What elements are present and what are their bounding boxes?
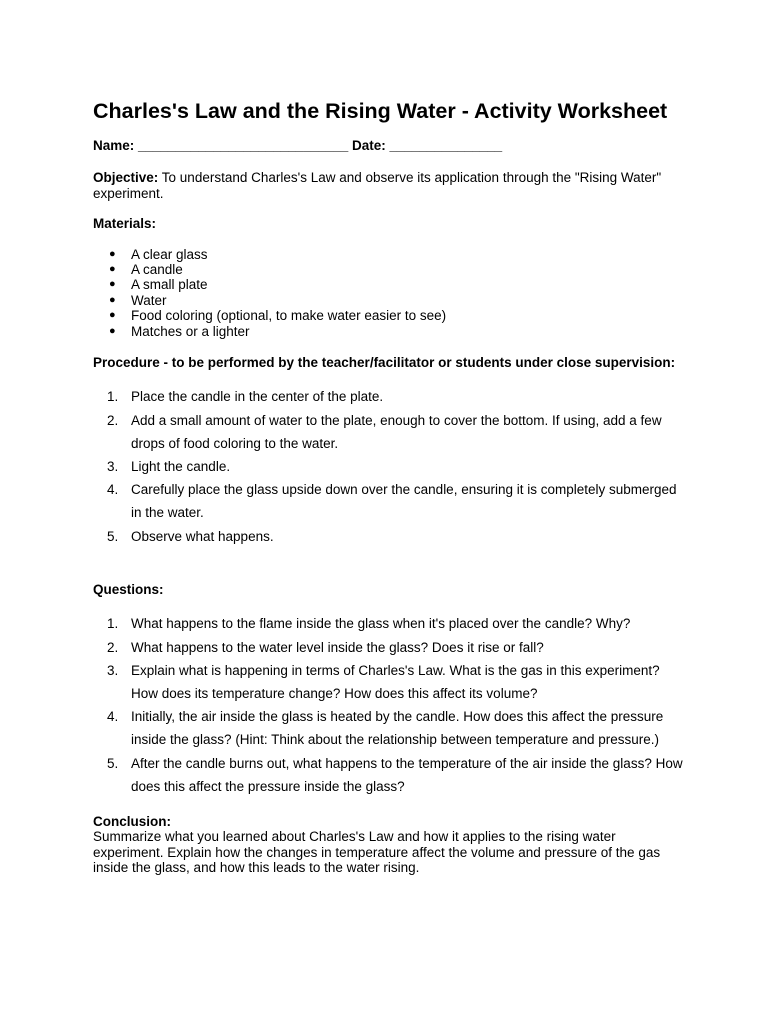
- material-text: A small plate: [131, 277, 208, 293]
- list-item: [93, 308, 683, 323]
- step-text: Observe what happens.: [131, 528, 274, 544]
- step-number: 3.: [107, 459, 119, 475]
- question-number: 1.: [107, 616, 119, 632]
- list-item: [93, 752, 683, 798]
- questions-heading: Questions:: [93, 581, 164, 597]
- question-number: 4.: [107, 709, 119, 725]
- list-item: [93, 262, 683, 277]
- conclusion-heading: Conclusion:: [93, 813, 171, 829]
- list-item: [93, 525, 683, 548]
- material-text: Matches or a lighter: [131, 323, 250, 339]
- list-item: [93, 659, 683, 705]
- worksheet-page: [93, 98, 683, 876]
- list-item: [93, 455, 683, 478]
- list-item: [93, 636, 683, 659]
- question-number: 2.: [107, 639, 119, 655]
- question-text: Initially, the air inside the glass is heated by the candle. How does this affect the pressure inside the glass? (Hint: Think about the relationship between temperature and pressure.): [131, 709, 664, 748]
- questions-list: [93, 612, 683, 798]
- list-item: [93, 478, 683, 524]
- list-item: [93, 277, 683, 292]
- materials-heading: Materials:: [93, 216, 157, 231]
- material-text: A candle: [131, 261, 183, 277]
- question-text: After the candle burns out, what happens to the temperature of the air inside the glass? How does this affect the pressure inside the glass?: [131, 755, 683, 794]
- bullet-icon: ●: [109, 324, 116, 337]
- material-text: Water: [131, 292, 167, 308]
- material-text: Food coloring (optional, to make water easier to see): [131, 308, 447, 324]
- question-text: What happens to the water level inside the glass? Does it rise or fall?: [131, 639, 544, 655]
- name-date-line: Name: ____________________________ Date: _______________: [93, 138, 503, 153]
- objective-label: Objective:: [93, 170, 159, 185]
- question-number: 3.: [107, 662, 119, 678]
- step-number: 5.: [107, 528, 119, 544]
- procedure-list: [93, 385, 683, 547]
- material-text: A clear glass: [131, 246, 208, 262]
- bullet-icon: ●: [109, 247, 116, 260]
- step-number: 4.: [107, 482, 119, 498]
- bullet-icon: ●: [109, 309, 116, 322]
- objective-section: [93, 170, 683, 201]
- step-number: 1.: [107, 389, 119, 405]
- step-number: 2.: [107, 412, 119, 428]
- procedure-heading: Procedure - to be performed by the teacher/facilitator or students under close supervision:: [93, 354, 676, 370]
- list-item: [93, 293, 683, 308]
- list-item: [93, 612, 683, 635]
- objective-text: To understand Charles's Law and observe its application through the "Rising Water" experiment.: [93, 170, 662, 201]
- materials-list: [93, 247, 683, 339]
- question-text: Explain what is happening in terms of Charles's Law. What is the gas in this experiment? How does its temperature change? How does this affect its volume?: [131, 662, 660, 701]
- question-text: What happens to the flame inside the glass when it's placed over the candle? Why?: [131, 616, 631, 632]
- list-item: [93, 705, 683, 751]
- bullet-icon: ●: [109, 293, 116, 306]
- question-number: 5.: [107, 755, 119, 771]
- step-text: Light the candle.: [131, 459, 231, 475]
- list-item: [93, 247, 683, 262]
- step-text: Place the candle in the center of the plate.: [131, 389, 384, 405]
- bullet-icon: ●: [109, 278, 116, 291]
- bullet-icon: ●: [109, 262, 116, 275]
- step-text: Add a small amount of water to the plate, enough to cover the bottom. If using, add a few drops of food coloring to the water.: [131, 412, 662, 451]
- list-item: [93, 324, 683, 339]
- conclusion-text: Summarize what you learned about Charles's Law and how it applies to the rising water experiment. Explain how the changes in temperature affect the volume and pressure of the gas inside the glass, and how this leads to the water rising.: [93, 829, 661, 876]
- step-text: Carefully place the glass upside down over the candle, ensuring it is completely submerged in the water.: [131, 482, 677, 521]
- list-item: [93, 409, 683, 455]
- list-item: [93, 385, 683, 408]
- page-title: Charles's Law and the Rising Water - Activity Worksheet: [93, 99, 668, 123]
